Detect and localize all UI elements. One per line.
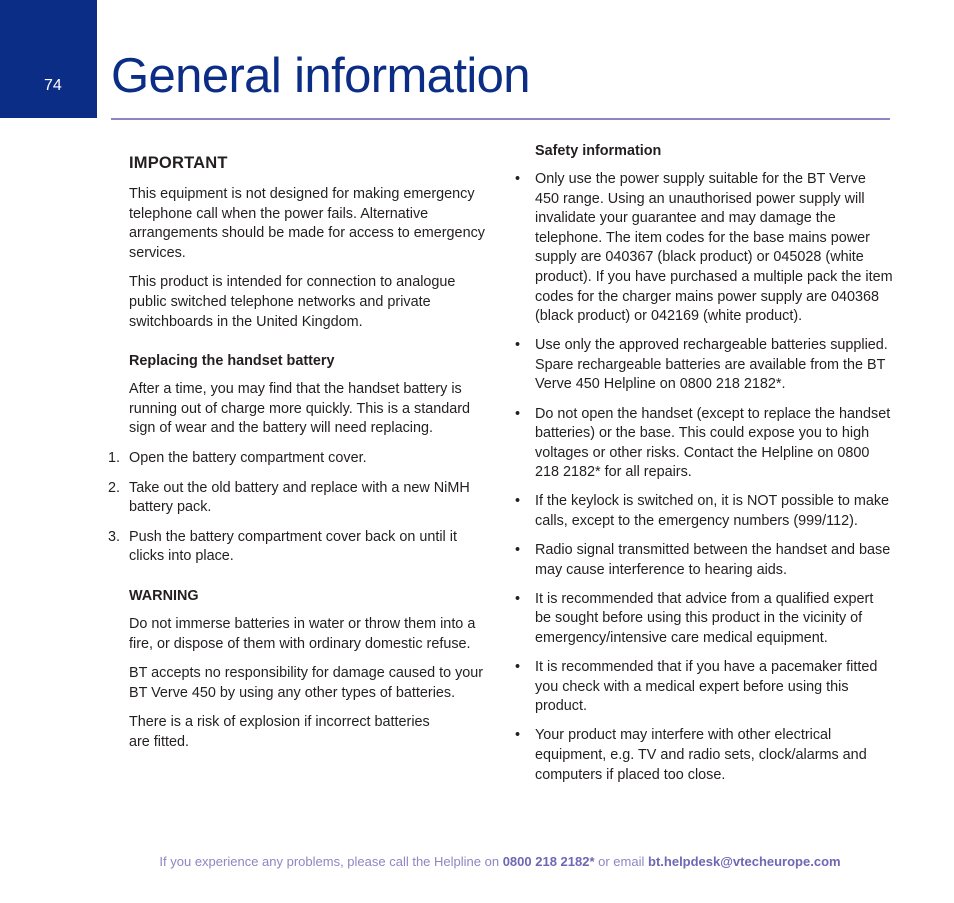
bullet-icon: •: [515, 542, 521, 559]
battery-intro: After a time, you may find that the handset battery is running out of charge more quickly. This is a standard sign of wear and the battery will need replacing.: [129, 381, 471, 437]
safety-text: Radio signal transmitted between the handset and base may cause interference to hearing aids.: [535, 542, 891, 578]
safety-item: [515, 726, 893, 785]
bullet-icon: •: [515, 337, 521, 354]
safety-item: [515, 541, 893, 580]
warning-heading: WARNING: [129, 587, 199, 604]
safety-bullet-list: [515, 170, 893, 785]
safety-item: [515, 405, 893, 483]
safety-text: Your product may interfere with other electrical equipment, e.g. TV and radio sets, clock/alarms and computers if placed too close.: [535, 727, 867, 783]
important-paragraph-1: This equipment is not designed for making emergency telephone call when the power fails. Alternative arrangements should be made for access to emergency services.: [129, 186, 485, 261]
footer-helpline: [0, 854, 954, 869]
battery-steps-list: [108, 449, 491, 567]
bullet-icon: •: [515, 171, 521, 187]
footer-email-link[interactable]: bt.helpdesk@vtecheurope.com: [648, 854, 841, 869]
page-number-tab: [0, 0, 97, 118]
safety-text: Only use the power supply suitable for the BT Verve 450 range. Using an unauthorised power supply will invalidate your guarantee and may damage the telephone. The item codes for the base mains power supply are 040367 (black product) or 045028 (white product). If you have purchased a multiple pack the item codes for the charger mains power supply are 040368 (black product) or 042169 (white product).: [535, 171, 893, 325]
footer-phone: 0800 218 2182*: [502, 854, 595, 869]
bullet-icon: •: [515, 727, 521, 744]
title-divider: [111, 118, 890, 120]
step-item: [108, 479, 491, 518]
bullet-icon: •: [515, 493, 521, 510]
step-item: [108, 449, 491, 469]
step-item: [108, 528, 491, 567]
step-text: Open the battery compartment cover.: [129, 449, 367, 466]
bullet-icon: •: [515, 405, 521, 422]
footer-prefix: If you experience any problems, please call the Helpline on: [159, 854, 500, 869]
step-text: Push the battery compartment cover back on until it clicks into place.: [129, 528, 457, 565]
bullet-icon: •: [515, 659, 521, 676]
warning-paragraph-3: There is a risk of explosion if incorrect batteries are fitted.: [129, 714, 430, 750]
safety-text: It is recommended that advice from a qualified expert be sought before using this product in the vicinity of emergency/intensive care medical equipment.: [535, 590, 874, 646]
step-number: 2.: [108, 479, 121, 496]
important-heading: IMPORTANT: [129, 154, 228, 172]
step-text: Take out the old battery and replace with a new NiMH battery pack.: [129, 479, 470, 516]
safety-item: [515, 492, 893, 531]
safety-text: It is recommended that if you have a pacemaker fitted you check with a medical expert before using this product.: [535, 659, 878, 715]
safety-text: If the keylock is switched on, it is NOT possible to make calls, except to the emergency numbers (999/112).: [535, 493, 890, 529]
left-column: [108, 152, 491, 762]
footer-middle: or email: [598, 854, 645, 869]
step-number: 3.: [108, 528, 121, 545]
important-paragraph-2: This product is intended for connection to analogue public switched telephone networks and private switchboards in the United Kingdom.: [129, 274, 456, 330]
safety-text: Do not open the handset (except to replace the handset batteries) or the base. This could expose you to high voltages or other risks. Contact the Helpline on 0800 218 2182* for all repairs.: [535, 405, 891, 481]
page-title: General information: [111, 49, 530, 103]
step-number: 1.: [108, 449, 121, 466]
warning-paragraph-1: Do not immerse batteries in water or throw them into a fire, or dispose of them with ordinary domestic refuse.: [129, 615, 476, 652]
right-column: [515, 141, 893, 795]
battery-heading: Replacing the handset battery: [129, 353, 335, 370]
safety-item: [515, 658, 893, 717]
warning-paragraph-2: BT accepts no responsibility for damage caused to your BT Verve 450 by using any other types of batteries.: [129, 665, 484, 701]
safety-text: Use only the approved rechargeable batteries supplied. Spare rechargeable batteries are available from the BT Verve 450 Helpline on 0800 218 2182*.: [535, 337, 888, 393]
safety-item: [515, 336, 893, 395]
safety-item: [515, 170, 893, 327]
bullet-icon: •: [515, 590, 521, 607]
safety-item: [515, 590, 893, 649]
page-number: 74: [44, 77, 62, 94]
safety-heading: Safety information: [535, 143, 662, 159]
